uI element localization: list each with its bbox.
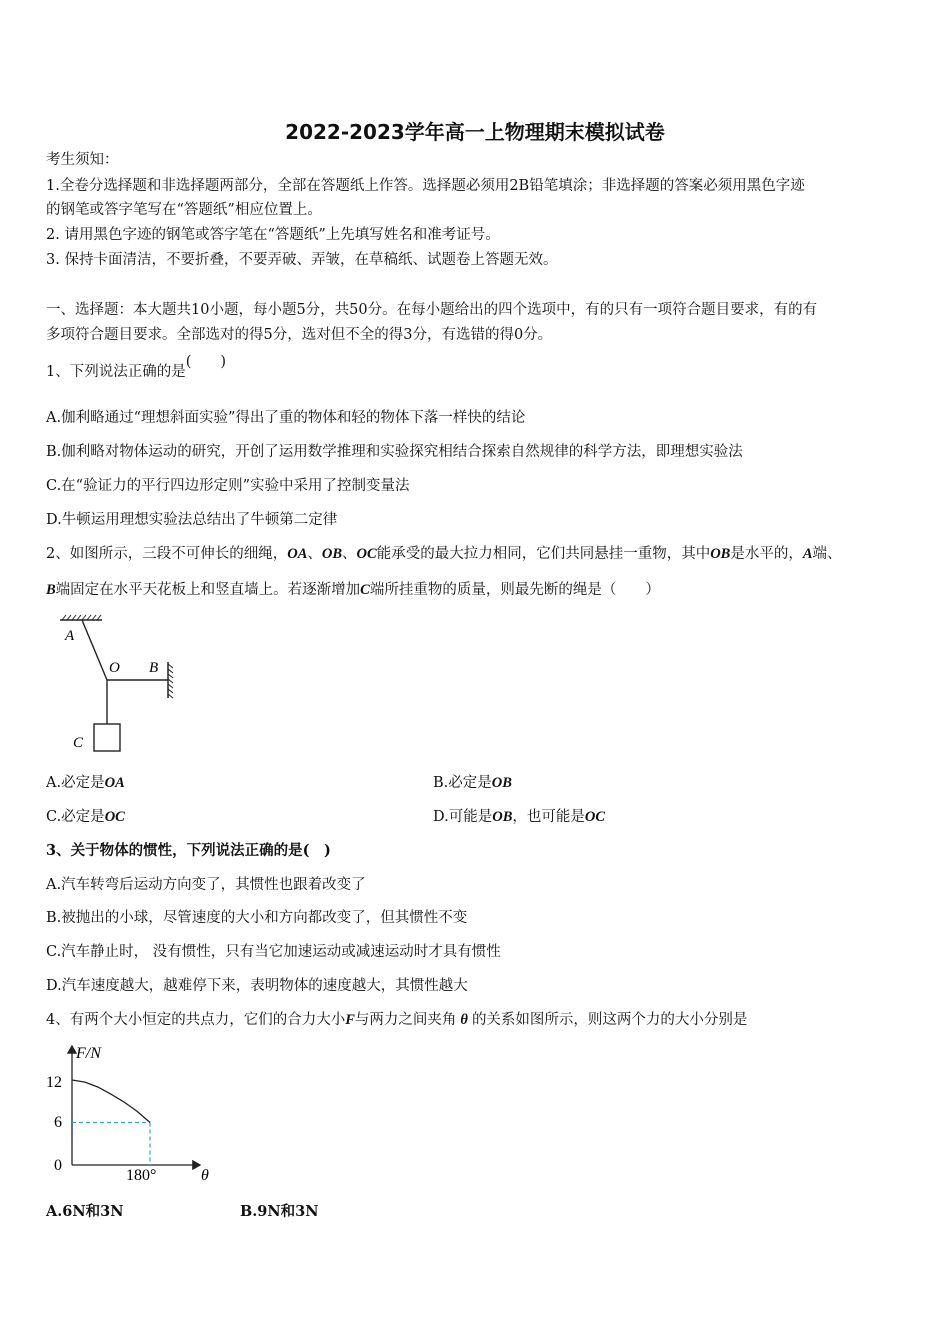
- stem-text: 端、: [812, 546, 842, 562]
- option-b: B.被抛出的小球，尽管速度的大小和方向都改变了，但其惯性不变: [46, 910, 468, 926]
- weight-box: [94, 724, 120, 751]
- var-theta: θ: [460, 1012, 468, 1028]
- y-tick-label: 12: [46, 1074, 62, 1091]
- option-var: OB: [491, 775, 512, 791]
- option-var: OB: [492, 809, 513, 825]
- option-text: B.必定是: [433, 775, 492, 791]
- stem-text: 能承受的最大拉力相同，它们共同悬挂一重物，其中: [376, 546, 711, 562]
- question-2-stem-line2: [46, 580, 660, 600]
- stem-text: 是水平的，: [730, 546, 803, 562]
- section-instructions: 多项符合题目要求。全部选对的得5分，选对但不全的得3分，有选错的得0分。: [46, 327, 553, 343]
- var-oa: OA: [287, 546, 308, 562]
- option-a: A.伽利略通过“理想斜面实验”得出了重的物体和轻的物体下落一样快的结论: [46, 410, 526, 426]
- stem-text: 的关系如图所示，则这两个力的大小分别是: [471, 1012, 748, 1028]
- option-text: D.可能是: [433, 809, 493, 825]
- y-tick-label: 0: [54, 1157, 62, 1174]
- var-ob: OB: [710, 546, 731, 562]
- notice-item: 的钢笔或答字笔写在“答题纸”相应位置上。: [46, 202, 322, 218]
- answer-bracket: ( ): [185, 354, 227, 370]
- question-2-stem-line1: [46, 544, 842, 564]
- option-d: [433, 807, 605, 827]
- option-b: B.9N和3N: [240, 1203, 319, 1220]
- notice-heading: 考生须知：: [46, 152, 119, 168]
- option-text: A.必定是: [46, 775, 105, 791]
- x-axis-label: θ: [201, 1167, 209, 1184]
- question-stem-text: 1、下列说法正确的是: [46, 364, 186, 380]
- notice-item: 3. 保持卡面清洁，不要折叠，不要弄破、弄皱，在草稿纸、试题卷上答题无效。: [46, 252, 558, 268]
- option-var: OC: [584, 809, 606, 825]
- var-c: C: [360, 582, 370, 598]
- label-c: C: [73, 735, 84, 751]
- option-text: ，也可能是: [512, 809, 585, 825]
- notice-item: 1.全卷分选择题和非选择题两部分，全部在答题纸上作答。选择题必须用2B铅笔填涂；非选择题的答案必须用黑色字迹: [46, 178, 805, 194]
- stem-text: 端固定在水平天花板上和竖直墙上。若逐渐增加: [55, 582, 361, 598]
- stem-text: 与两力之间夹角: [354, 1012, 457, 1028]
- option-var: OC: [104, 809, 125, 825]
- var-b: B: [46, 582, 56, 598]
- option-c: [46, 807, 125, 827]
- question-1-stem: [46, 354, 227, 382]
- separator: 、: [307, 546, 322, 562]
- option-b: [433, 773, 512, 793]
- separator: 、: [342, 546, 357, 562]
- question-4-stem: [46, 1010, 747, 1030]
- y-axis-label: F/N: [76, 1045, 101, 1062]
- label-a: A: [65, 628, 75, 644]
- rope-oa: [82, 620, 107, 680]
- var-a: A: [802, 546, 813, 562]
- rope-diagram: [56, 612, 186, 757]
- label-o: O: [109, 660, 120, 676]
- option-a: A.6N和3N: [46, 1203, 124, 1220]
- var-ob: OB: [321, 546, 343, 562]
- option-c: C.在“验证力的平行四边形定则”实验中采用了控制变量法: [46, 478, 410, 494]
- stem-text: 端所挂重物的质量，则最先断的绳是（ ）: [369, 582, 660, 598]
- x-tick-label: 180°: [126, 1167, 157, 1184]
- option-b: B.伽利略对物体运动的研究，开创了运用数学推理和实验探究相结合探索自然规律的科学方法，即理想实验法: [46, 444, 743, 460]
- series-line: [72, 1080, 150, 1123]
- option-a: A.汽车转弯后运动方向变了，其惯性也跟着改变了: [46, 877, 366, 893]
- force-angle-chart: [40, 1040, 230, 1190]
- stem-text: 4、有两个大小恒定的共点力，它们的合力大小: [46, 1012, 346, 1028]
- option-a: [46, 773, 125, 793]
- section-instructions: 一、选择题：本大题共10小题，每小题5分，共50分。在每小题给出的四个选项中，有的只有一项符合题目要求，有的有: [46, 302, 818, 318]
- var-f: F: [345, 1012, 355, 1028]
- var-oc: OC: [356, 546, 377, 562]
- label-b: B: [149, 660, 159, 676]
- option-var: OA: [104, 775, 125, 791]
- page-title: 2022-2023学年高一上物理期末模拟试卷: [285, 120, 665, 144]
- notice-item: 2. 请用黑色字迹的钢笔或答字笔在“答题纸”上先填写姓名和准考证号。: [46, 227, 500, 243]
- stem-text: 2、如图所示，三段不可伸长的细绳，: [46, 546, 288, 562]
- question-3-stem: 3、关于物体的惯性，下列说法正确的是( ): [46, 842, 331, 859]
- option-text: C.必定是: [46, 809, 105, 825]
- option-d: D.汽车速度越大，越难停下来，表明物体的速度越大，其惯性越大: [46, 978, 468, 994]
- option-c: C.汽车静止时， 没有惯性，只有当它加速运动或减速运动时才具有惯性: [46, 944, 501, 960]
- y-tick-label: 6: [54, 1114, 62, 1131]
- option-d: D.牛顿运用理想实验法总结出了牛顿第二定律: [46, 512, 338, 528]
